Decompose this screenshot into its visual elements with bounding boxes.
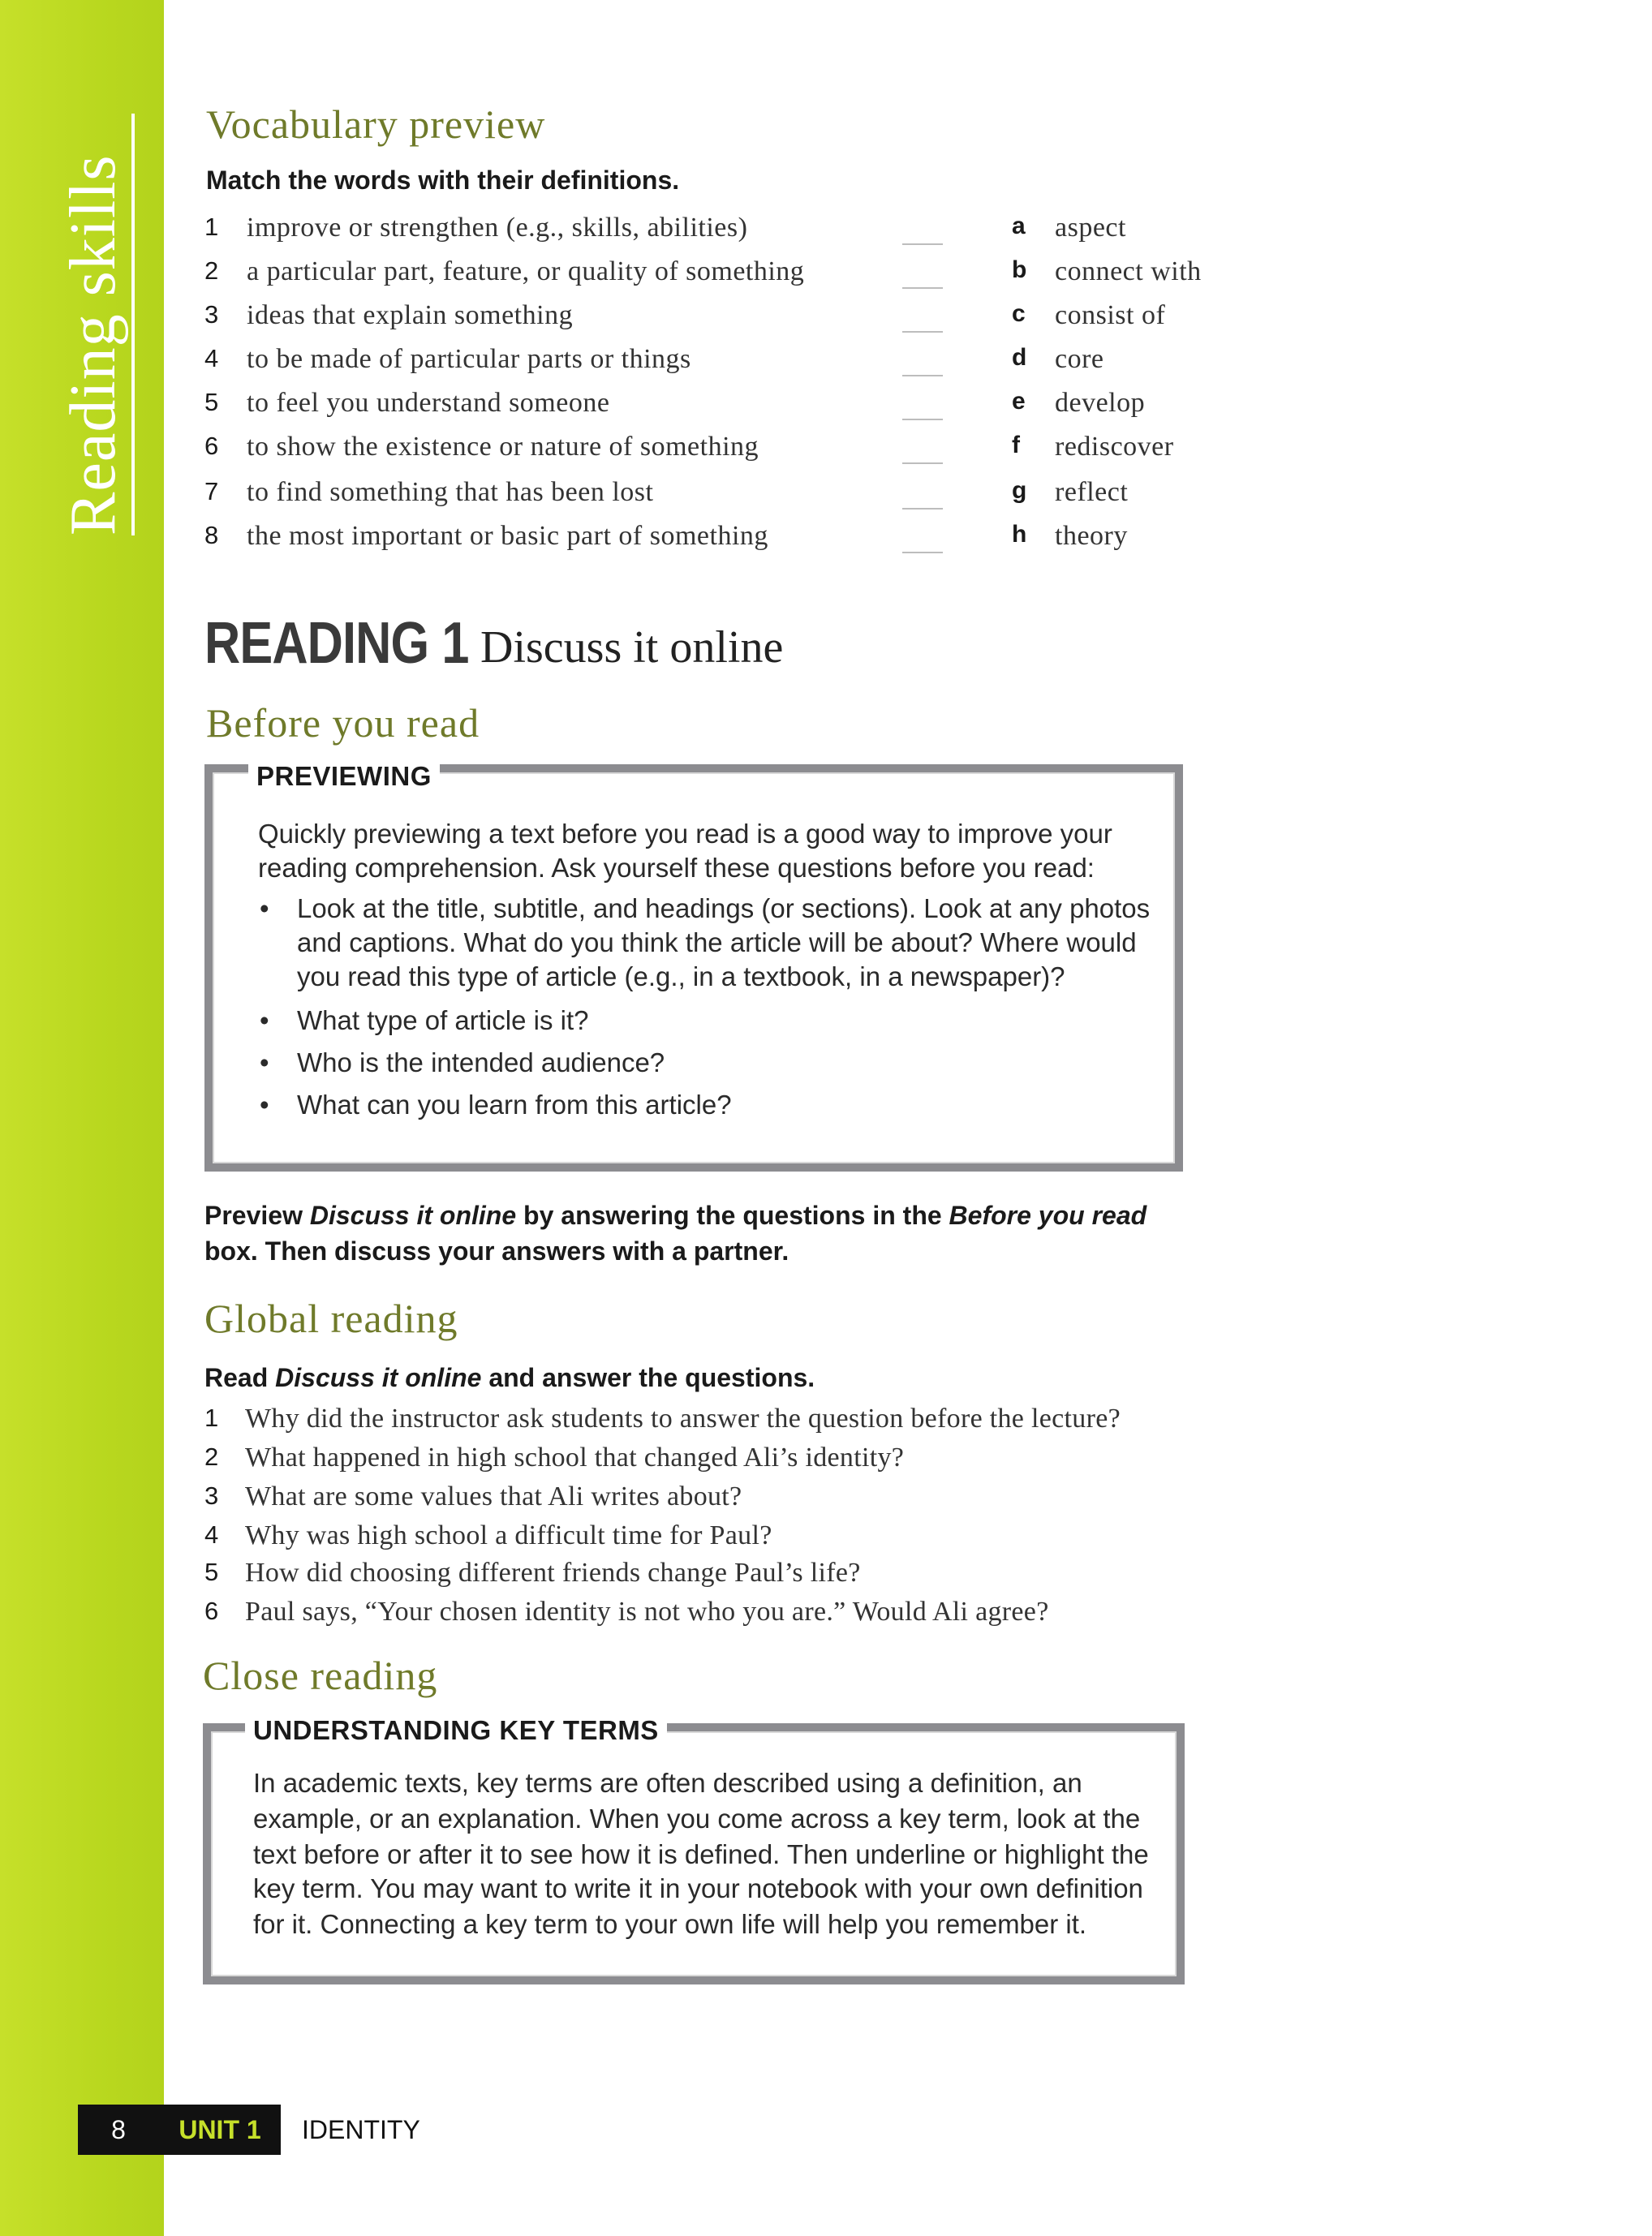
vocab-letter: b (1012, 256, 1027, 283)
key-terms-line: In academic texts, key terms are often described using a definition, an (253, 1768, 1082, 1798)
previewing-bullet (260, 1003, 589, 1038)
vocab-word: theory (1055, 521, 1128, 551)
instruction-title: Discuss it online (275, 1363, 482, 1392)
reading-title (204, 610, 784, 677)
previewing-intro-line: reading comprehension. Ask yourself these questions before you read: (258, 853, 1095, 883)
close-reading-heading: Close reading (203, 1653, 438, 1698)
vocab-letter: d (1012, 344, 1027, 371)
vocab-word: reflect (1055, 477, 1129, 507)
vocab-row (204, 300, 1259, 344)
vocab-instruction: Match the words with their definitions. (206, 166, 680, 195)
instruction-text: and answer the questions. (481, 1363, 815, 1392)
vocab-word: develop (1055, 388, 1146, 418)
global-reading-instruction (204, 1363, 815, 1393)
question-num: 4 (204, 1520, 219, 1549)
unit-topic: IDENTITY (302, 2115, 420, 2144)
answer-blank[interactable] (902, 287, 943, 289)
question-num: 5 (204, 1558, 219, 1586)
bullet-text: What type of article is it? (297, 1005, 589, 1035)
preview-instruction-line1 (204, 1201, 1147, 1231)
question-text: Why was high school a difficult time for Paul? (245, 1520, 772, 1550)
vocab-definition: ideas that explain something (247, 300, 574, 330)
question-text: What happened in high school that changed Ali’s identity? (245, 1443, 905, 1473)
vocab-definition: to show the existence or nature of something (247, 432, 759, 462)
previewing-bullet-continuation: you read this type of article (e.g., in a textbook, in a newspaper)? (297, 961, 1065, 991)
vocab-letter: e (1012, 388, 1026, 415)
sidebar-title: Reading skills (58, 154, 129, 535)
vocab-definition: the most important or basic part of something (247, 521, 768, 551)
vocab-row (204, 344, 1259, 388)
instruction-box-name: Before you read (949, 1201, 1147, 1230)
vocab-num: 5 (204, 388, 219, 416)
previewing-bullet (260, 1087, 732, 1123)
previewing-bullet-continuation: and captions. What do you think the article will be about? Where would (297, 927, 1137, 957)
vocab-word: connect with (1055, 256, 1202, 286)
vocab-num: 3 (204, 300, 219, 329)
vocab-row (204, 388, 1259, 432)
vocab-row (204, 432, 1259, 475)
vocab-word: consist of (1055, 300, 1166, 330)
page-number: 8 (78, 2105, 159, 2155)
question-text: How did choosing different friends change Paul’s life? (245, 1558, 861, 1588)
vocab-word: rediscover (1055, 432, 1174, 462)
answer-blank[interactable] (902, 462, 943, 464)
question-num: 6 (204, 1597, 219, 1625)
question-text: What are some values that Ali writes about? (245, 1481, 742, 1511)
vocab-letter: h (1012, 521, 1027, 548)
vocab-definition: a particular part, feature, or quality of something (247, 256, 805, 286)
preview-instruction-line2: box. Then discuss your answers with a partner. (204, 1236, 789, 1266)
vocab-num: 6 (204, 432, 219, 460)
instruction-text: Read (204, 1363, 276, 1392)
vocab-row (204, 213, 1259, 256)
vocab-definition: to feel you understand someone (247, 388, 610, 418)
vocab-word: aspect (1055, 213, 1126, 243)
instruction-text: by answering the questions in the (516, 1201, 949, 1230)
previewing-bullet (260, 1045, 665, 1081)
bullet-icon: • (260, 1090, 269, 1120)
unit-label: UNIT 1 (159, 2105, 281, 2155)
vocab-letter: g (1012, 477, 1027, 504)
key-terms-line: text before or after it to see how it is defined. Then underline or highlight the (253, 1839, 1149, 1869)
answer-blank[interactable] (902, 331, 943, 333)
vocab-row (204, 477, 1259, 521)
previewing-bullet (260, 891, 1151, 927)
answer-blank[interactable] (902, 419, 943, 420)
vocab-letter: a (1012, 213, 1026, 239)
answer-blank[interactable] (902, 508, 943, 510)
instruction-text: Preview (204, 1201, 310, 1230)
reading-label: READING 1 (204, 611, 469, 676)
bullet-icon: • (260, 893, 269, 923)
vocab-letter: f (1012, 432, 1020, 458)
vocab-definition: to find something that has been lost (247, 477, 654, 507)
bullet-icon: • (260, 1005, 269, 1035)
global-reading-heading: Global reading (204, 1296, 458, 1341)
key-terms-line: for it. Connecting a key term to your own life will help you remember it. (253, 1909, 1087, 1939)
question-num: 2 (204, 1443, 219, 1471)
before-read-heading: Before you read (206, 700, 480, 746)
key-terms-line: example, or an explanation. When you come across a key term, look at the (253, 1804, 1141, 1834)
previewing-box-label: PREVIEWING (248, 761, 440, 792)
vocab-num: 8 (204, 521, 219, 549)
answer-blank[interactable] (902, 243, 943, 245)
vocab-definition: improve or strengthen (e.g., skills, abilities) (247, 213, 748, 243)
bullet-icon: • (260, 1047, 269, 1077)
question-text: Paul says, “Your chosen identity is not who you are.” Would Ali agree? (245, 1597, 1049, 1627)
vocab-num: 1 (204, 213, 219, 241)
bullet-text: Look at the title, subtitle, and headings (or sections). Look at any photos (297, 893, 1151, 923)
vocab-num: 2 (204, 256, 219, 285)
bullet-text: What can you learn from this article? (297, 1090, 732, 1120)
vocab-letter: c (1012, 300, 1026, 327)
question-num: 3 (204, 1481, 219, 1510)
vocab-row (204, 256, 1259, 300)
key-terms-line: key term. You may want to write it in your notebook with your own definition (253, 1873, 1143, 1903)
vocab-word: core (1055, 344, 1104, 374)
instruction-title: Discuss it online (309, 1201, 517, 1230)
question-num: 1 (204, 1404, 219, 1432)
vocab-num: 7 (204, 477, 219, 505)
answer-blank[interactable] (902, 552, 943, 553)
answer-blank[interactable] (902, 375, 943, 376)
bullet-text: Who is the intended audience? (297, 1047, 665, 1077)
key-terms-box-label: UNDERSTANDING KEY TERMS (245, 1715, 667, 1746)
question-text: Why did the instructor ask students to answer the question before the lecture? (245, 1404, 1121, 1434)
reading-subtitle: Discuss it online (480, 622, 784, 673)
vocab-num: 4 (204, 344, 219, 372)
previewing-intro-line: Quickly previewing a text before you read is a good way to improve your (258, 819, 1112, 849)
vocab-heading: Vocabulary preview (206, 101, 546, 147)
vocab-row (204, 521, 1259, 565)
vocab-definition: to be made of particular parts or things (247, 344, 691, 374)
